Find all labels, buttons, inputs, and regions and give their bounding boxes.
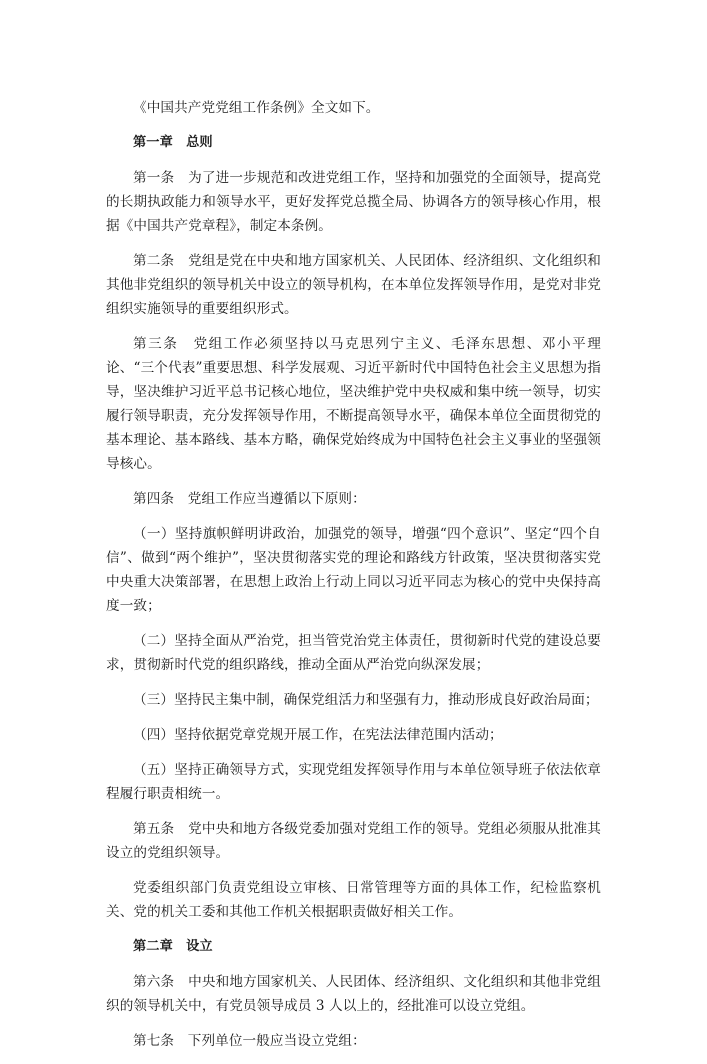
document-body [106, 96, 601, 1064]
article-6: 第六条 中央和地方国家机关、人民团体、经济组织、文化组织和其他非党组织的领导机关中，有党员领导成员 3 人以上的，经批准可以设立党组。 [106, 974, 601, 1014]
article-5: 第五条 党中央和地方各级党委加强对党组工作的领导。党组必须服从批准其设立的党组织领导。 [106, 821, 601, 861]
principle-3: （三）坚持民主集中制，确保党组活力和坚强有力，推动形成良好政治局面； [133, 692, 599, 708]
article-2: 第二条 党组是党在中央和地方国家机关、人民团体、经济组织、文化组织和其他非党组织的领导机关中设立的领导机构，在本单位发挥领导作用，是党对非党组织实施领导的重要组织形式。 [106, 253, 601, 317]
principle-1: （一）坚持旗帜鲜明讲政治，加强党的领导，增强“四个意识”、坚定“四个自信”、做到“两个维护”，坚决贯彻落实党的理论和路线方针政策，坚决贯彻落实党中央重大决策部署，在思想上政治上行动上同以习近平同志为核心的党中央保持高度一致； [106, 526, 601, 614]
chapter-1-heading: 第一章 总则 [133, 135, 213, 150]
principle-5: （五）坚持正确领导方式，实现党组发挥领导作用与本单位领导班子依法依章程履行职责相统一。 [106, 762, 601, 802]
article-4: 第四条 党组工作应当遵循以下原则： [133, 491, 366, 507]
intro-paragraph: 《中国共产党党组工作条例》全文如下。 [133, 100, 380, 116]
article-3: 第三条 党组工作必须坚持以马克思列宁主义、毛泽东思想、邓小平理论、“三个代表”重要思想、科学发展观、习近平新时代中国特色社会主义思想为指导，坚决维护习近平总书记核心地位，坚决维护党中央权威和集中统一领导，切实履行领导职责，充分发挥领导作用，不断提高领导水平，确保本单位全面贯彻党的基本理论、基本路线、基本方略，确保党始终成为中国特色社会主义事业的坚强领导核心。 [106, 336, 601, 472]
article-7: 第七条 下列单位一般应当设立党组： [133, 1033, 366, 1049]
principle-2: （二）坚持全面从严治党，担当管党治党主体责任，贯彻新时代党的建设总要求，贯彻新时代党的组织路线，推动全面从严治党向纵深发展； [106, 633, 601, 673]
principle-4: （四）坚持依据党章党规开展工作，在宪法法律范围内活动； [133, 727, 503, 743]
article-1: 第一条 为了进一步规范和改进党组工作，坚持和加强党的全面领导，提高党的长期执政能力和领导水平，更好发挥党总揽全局、协调各方的领导核心作用，根据《中国共产党章程》，制定本条例。 [106, 170, 601, 234]
article-5-paragraph-2: 党委组织部门负责党组设立审核、日常管理等方面的具体工作，纪检监察机关、党的机关工委和其他工作机关根据职责做好相关工作。 [106, 880, 601, 920]
chapter-2-heading: 第二章 设立 [133, 939, 213, 954]
